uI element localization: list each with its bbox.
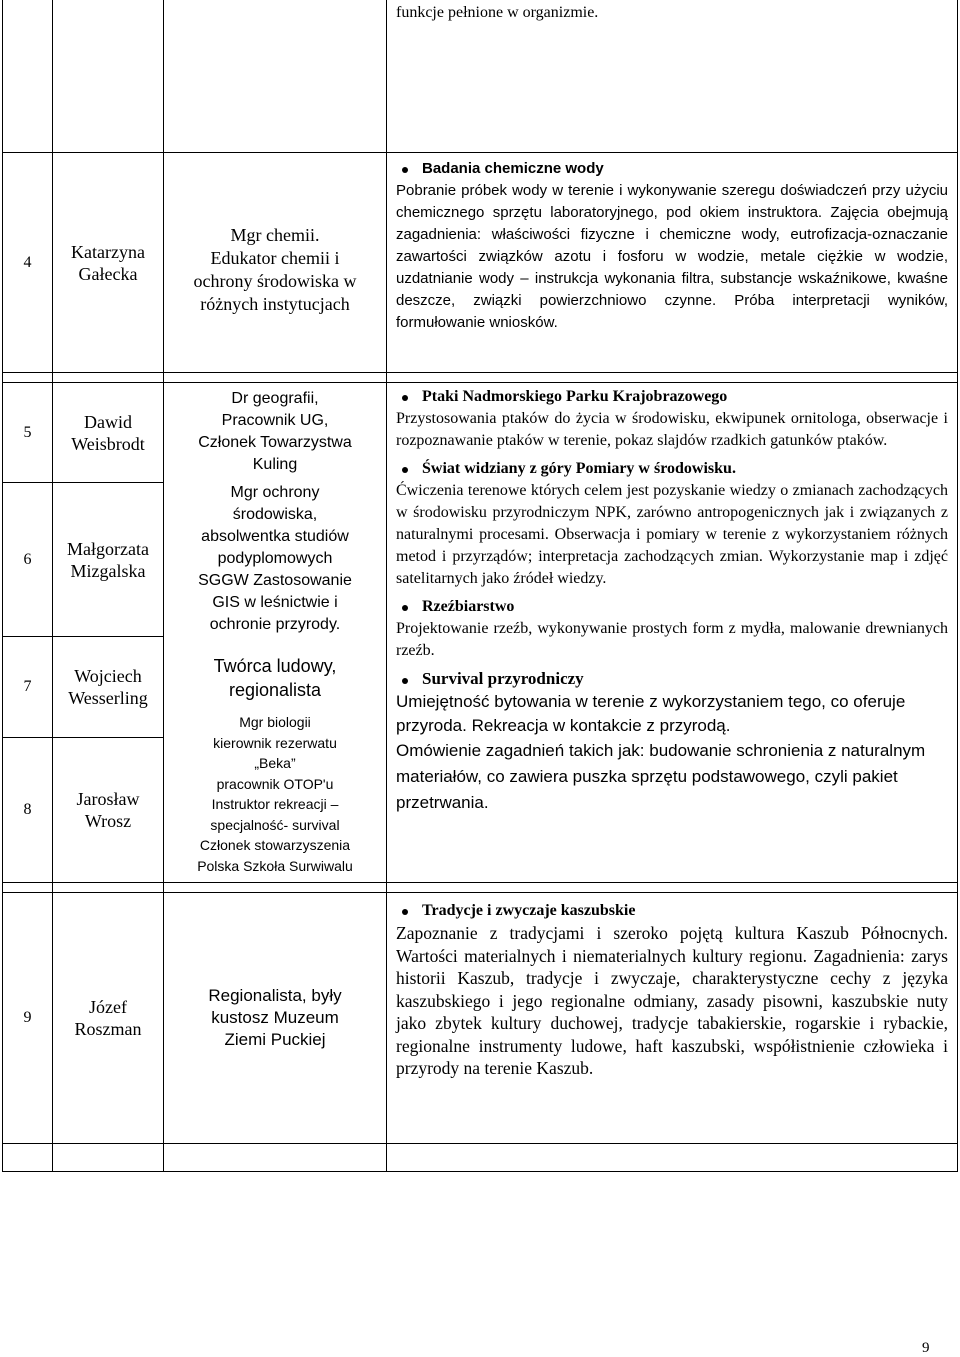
table-line: [2, 882, 958, 883]
person-name-7: Wojciech Wesserling: [68, 666, 148, 708]
row-number-4: 4: [23, 253, 32, 271]
qualification-7: Twórca ludowy, regionalista: [213, 656, 337, 700]
row-number-7: 7: [23, 678, 32, 695]
top-description-text: funkcje pełnione w organizmie.: [396, 4, 599, 21]
row-number-6: 6: [23, 550, 32, 568]
bullet-icon: [402, 467, 408, 473]
description-4: Badania chemiczne wody Pobranie próbek wody w terenie i wykonywanie szeregu doświadczeń przy użyciu chemicznego sprzętu laboratoryjnego, pod okiem instruktora. Zajęcia obejmują zagadnienia: właściwości fizyczne i chemiczne wody, eutrofizacja-oznaczanie zawartości związków azotu i fosforu w wodzie, metale ciężkie w wodzie, uzdatnianie wody – instrukcja wykonania filtra, substancje wskaźnikowe, kwaśne deszcze, związki powierzchniowo czynne. Próba interpretacji wyników, formułowanie wniosków.: [396, 158, 948, 368]
qualification-5: Dr geografii, Pracownik UG, Członek Towarzystwa Kuling: [198, 390, 352, 473]
description-9: Tradycje i zwyczaje kaszubskie Zapoznanie z tradycjami i szeroko pojętą kultura Kaszub Północnych. Wartości materialnych i niematerialnych kultury regionu. Zagadnienia: zarys historii Kaszub, tradycje i zwyczaje, charakterystyczne cechy z języka kaszubskiego i jego regionalne odmiany, zasady pisowni, kaszubskie nuty jako zbytek kultury duchowej, tradycje tabakierskie, rogarskie i rybackie, regionalne instrumenty ludowe, haft kaszubski, współistnienie człowieka i przyrody na terenie Kaszub.: [396, 902, 948, 1078]
description-group-5-8: [396, 386, 948, 878]
qualification-4: Mgr chemii. Edukator chemii i ochrony środowiska w różnych instytucjach: [193, 225, 357, 314]
qualification-9: Regionalista, były kustosz Muzeum Ziemi Puckiej: [208, 986, 342, 1049]
person-name-9: Józef Roszman: [74, 997, 142, 1039]
activity-birds: Ptaki Nadmorskiego Parku Krajobrazowego Przystosowania ptaków do życia w środowisku, ekwipunek ornitologa, obserwacje i rozpoznawanie ptaków w terenie, pokaz slajdów rzadkich gatunków ptaków.: [396, 388, 948, 449]
bullet-icon: [402, 395, 408, 401]
qualification-8: Mgr biologii kierownik rezerwatu „Beka” pracownik OTOP'u Instruktor rekreacji – specjalność- survival Członek stowarzyszenia Polska Szkoła Surwiwalu: [197, 714, 353, 874]
qualification-6: Mgr ochrony środowiska, absolwentka studiów podyplomowych SGGW Zastosowanie GIS w leśnictwie i ochronie przyrody.: [198, 484, 352, 633]
person-name-8: Jarosław Wrosz: [76, 789, 140, 831]
table-line: [386, 0, 387, 1172]
person-name-4: Katarzyna Gałecka: [71, 241, 145, 284]
activity-survival: Survival przyrodniczy Umiejętność bytowania w terenie z wykorzystaniem tego, co oferuje przyroda. Rekreacja w kontakcie z przyrodą. Omówienie zagadnień takich jak: budowanie schronienia z naturalnym materiałów, co zawiera puszka sprzętu podstawowego, czyli pakiet przetrwania.: [396, 669, 926, 812]
description-4-body: Pobranie próbek wody w terenie i wykonywanie szeregu doświadczeń przy użyciu chemicznego sprzętu laboratoryjnego, pod okiem instruktora. Zajęcia obejmują zagadnienia: właściwości fizyczne i chemiczne wody, eutrofizacja-oznaczanie zawartości związków azotu i fosforu w wodzie, metale ciężkie w wodzie, uzdatnianie wody – instrukcja wykonania filtra, substancje wskaźnikowe, kwaśne deszcze, związki powierzchniowo czynne. Próba interpretacji wyników, formułowanie wniosków.: [396, 182, 948, 331]
row-number-9: 9: [23, 1009, 32, 1026]
table-line: [2, 1171, 958, 1172]
page-number: 9: [922, 1340, 930, 1356]
row-number-8: 8: [23, 801, 32, 818]
bullet-icon: [402, 909, 408, 915]
person-name-5: Dawid Weisbrodt: [71, 411, 145, 454]
table-line: [957, 0, 958, 1172]
bullet-icon: [402, 605, 408, 611]
bullet-icon: [402, 167, 408, 173]
activity-world-from-above: Świat widziany z góry Pomiary w środowisku. Ćwiczenia terenowe których celem jest pozyskanie wiedzy o zmianach zachodzących w środowisku przyrodniczym NPK, zarówno antropogenicznych jak i związanych z naturalnymi procesami. Obserwacja i pomiary w terenie z wykorzystaniem różnych metod i przyrządów; interpretacja zachodzących zmian. Wykorzystanie map i zdjęć satelitarnych jako źródeł wiedzy.: [396, 460, 948, 587]
activity-sculpture: Rzeźbiarstwo Projektowanie rzeźb, wykonywanie prostych form z mydła, malowanie drewnianych rzeźb.: [396, 598, 948, 659]
top-description-cell: [396, 4, 951, 28]
person-name-6: Małgorzata Mizgalska: [67, 538, 149, 581]
bullet-icon: [402, 678, 408, 684]
table-line: [2, 372, 958, 373]
table-line: [2, 1143, 958, 1144]
row-number-5: 5: [23, 423, 32, 441]
